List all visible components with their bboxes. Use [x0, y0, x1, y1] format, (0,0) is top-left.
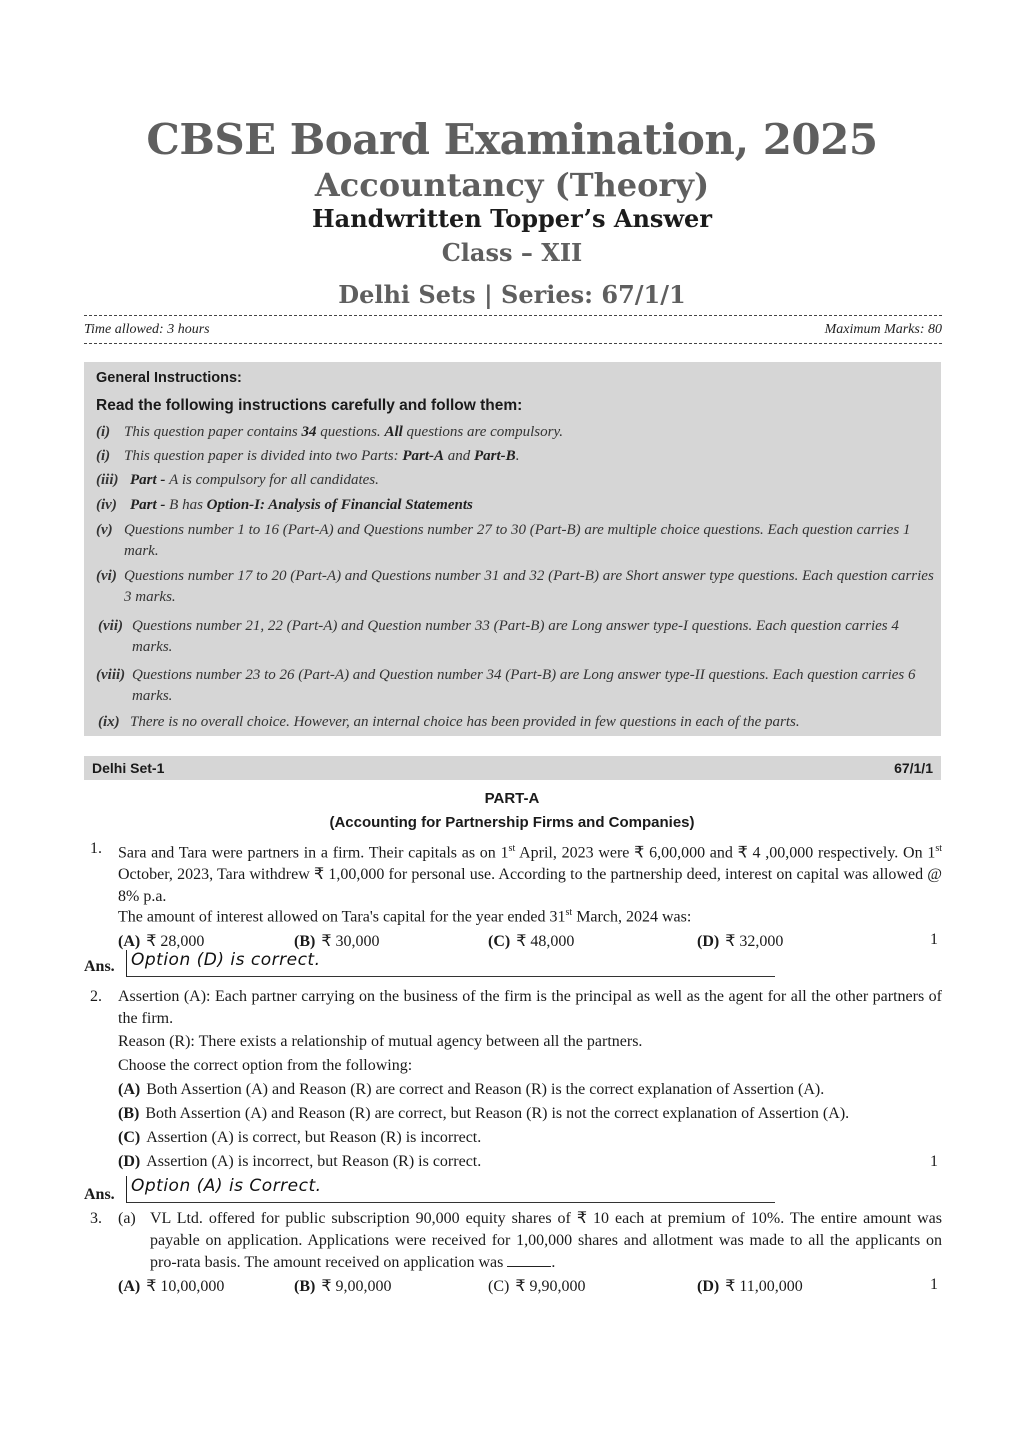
part-title: PART-A	[484, 790, 540, 807]
answer-label: Ans.	[84, 958, 115, 975]
handwritten-answer: Option (A) is Correct.	[126, 1176, 775, 1203]
option-c: (C) ₹ 9,90,000	[488, 1278, 586, 1295]
question-1	[90, 838, 942, 908]
dashed-divider	[84, 343, 942, 344]
dashed-divider	[84, 315, 942, 316]
instruction-item: (v) Questions number 1 to 16 (Part-A) and Questions number 27 to 30 (Part-B) are multiple choice questions. Each question carries 1 mark.	[96, 522, 911, 559]
instruction-item: (vii) Questions number 21, 22 (Part-A) and Question number 33 (Part-B) are Long answer type-I questions. Each question carries 4 marks.	[98, 618, 899, 655]
handwritten-answer: Option (D) is correct.	[126, 950, 775, 977]
question-text: Sara and Tara were partners in a firm. Their capitals as on 1st April, 2023 were ₹ 6,00,000 and ₹ 4 ,00,000 respectively. On 1st October, 2023, Tara withdrew ₹ 1,00,000 for personal use. According to the partnership deed, interest on capital was allowed @ 8% p.a.	[118, 843, 942, 906]
marks: 1	[930, 1276, 938, 1293]
set-code: 67/1/1	[894, 760, 933, 776]
option-c: (C) ₹ 48,000	[488, 933, 575, 950]
exam-title: CBSE Board Examination, 2025	[146, 115, 878, 164]
reason-text: Reason (R): There exists a relationship of mutual agency between all the partners.	[118, 1033, 643, 1050]
question-2	[90, 986, 942, 1030]
set-name: Delhi Set-1	[92, 760, 165, 776]
subject-title: Accountancy (Theory)	[314, 166, 710, 204]
question-3	[90, 1208, 942, 1274]
question-text: VL Ltd. offered for public subscription 90,000 equity shares of ₹ 10 each at premium of 10%. The entire amount was payable on application. Applications were received for 1,00,000 shares and allotment was made to all the applicants on pro-rata basis. The amount received on application was .	[150, 1210, 942, 1271]
option-d: (D) Assertion (A) is incorrect, but Reason (R) is correct.	[118, 1153, 482, 1170]
maximum-marks: Maximum Marks: 80	[824, 322, 942, 337]
set-bar	[84, 756, 941, 780]
part-subtitle: (Accounting for Partnership Firms and Companies)	[329, 814, 695, 831]
marks: 1	[930, 1153, 938, 1170]
instructions-intro: Read the following instructions carefully and follow them:	[96, 397, 523, 414]
time-allowed: Time allowed: 3 hours	[84, 322, 210, 337]
choose-prompt: Choose the correct option from the following:	[118, 1057, 413, 1074]
instruction-item: (iv) Part - B has Option-I: Analysis of Financial Statements	[96, 497, 473, 513]
subtitle: Handwritten Topper’s Answer	[312, 204, 712, 233]
option-d: (D) ₹ 32,000	[697, 933, 784, 950]
fill-blank	[507, 1266, 551, 1267]
option-a: (A) ₹ 10,00,000	[118, 1278, 225, 1295]
option-b: (B) Both Assertion (A) and Reason (R) are correct, but Reason (R) is not the correct explanation of Assertion (A).	[118, 1105, 850, 1122]
question-number: 1.	[90, 840, 102, 857]
instruction-item: (i) This question paper contains 34 questions. All questions are compulsory.	[96, 424, 564, 440]
series-label: Delhi Sets | Series: 67/1/1	[338, 280, 686, 309]
option-b: (B) ₹ 30,000	[294, 933, 380, 950]
instruction-item: (iii) Part - A is compulsory for all candidates.	[96, 472, 379, 488]
option-b: (B) ₹ 9,00,000	[294, 1278, 392, 1295]
instruction-item: (viii) Questions number 23 to 26 (Part-A) and Question number 34 (Part-B) are Long answer type-II questions. Each question carries 6 marks.	[96, 667, 916, 704]
marks: 1	[930, 931, 938, 948]
class-label: Class – XII	[441, 238, 583, 267]
instruction-item: (i) This question paper is divided into two Parts: Part-A and Part-B.	[96, 448, 520, 464]
option-d: (D) ₹ 11,00,000	[697, 1278, 803, 1295]
general-instructions-box	[84, 362, 941, 736]
instructions-heading: General Instructions:	[96, 370, 242, 386]
question-prompt: The amount of interest allowed on Tara's capital for the year ended 31st March, 2024 was:	[118, 907, 692, 926]
option-a: (A) ₹ 28,000	[118, 933, 205, 950]
option-a: (A) Both Assertion (A) and Reason (R) are correct and Reason (R) is the correct explanation of Assertion (A).	[118, 1081, 825, 1098]
instruction-item: (vi) Questions number 17 to 20 (Part-A) and Questions number 31 and 32 (Part-B) are Short answer type questions. Each question carries 3 marks.	[96, 568, 934, 605]
option-c: (C) Assertion (A) is correct, but Reason (R) is incorrect.	[118, 1129, 482, 1146]
question-number: 2.	[90, 988, 102, 1005]
question-number: 3.	[90, 1210, 102, 1227]
sub-question-label: (a)	[118, 1210, 136, 1227]
instruction-item: (ix) There is no overall choice. However, an internal choice has been provided in few questions in each of the parts.	[98, 714, 800, 730]
answer-label: Ans.	[84, 1186, 115, 1203]
assertion-text: Assertion (A): Each partner carrying on the business of the firm is the principal as well as the agent for all the other partners of the firm.	[118, 988, 942, 1027]
